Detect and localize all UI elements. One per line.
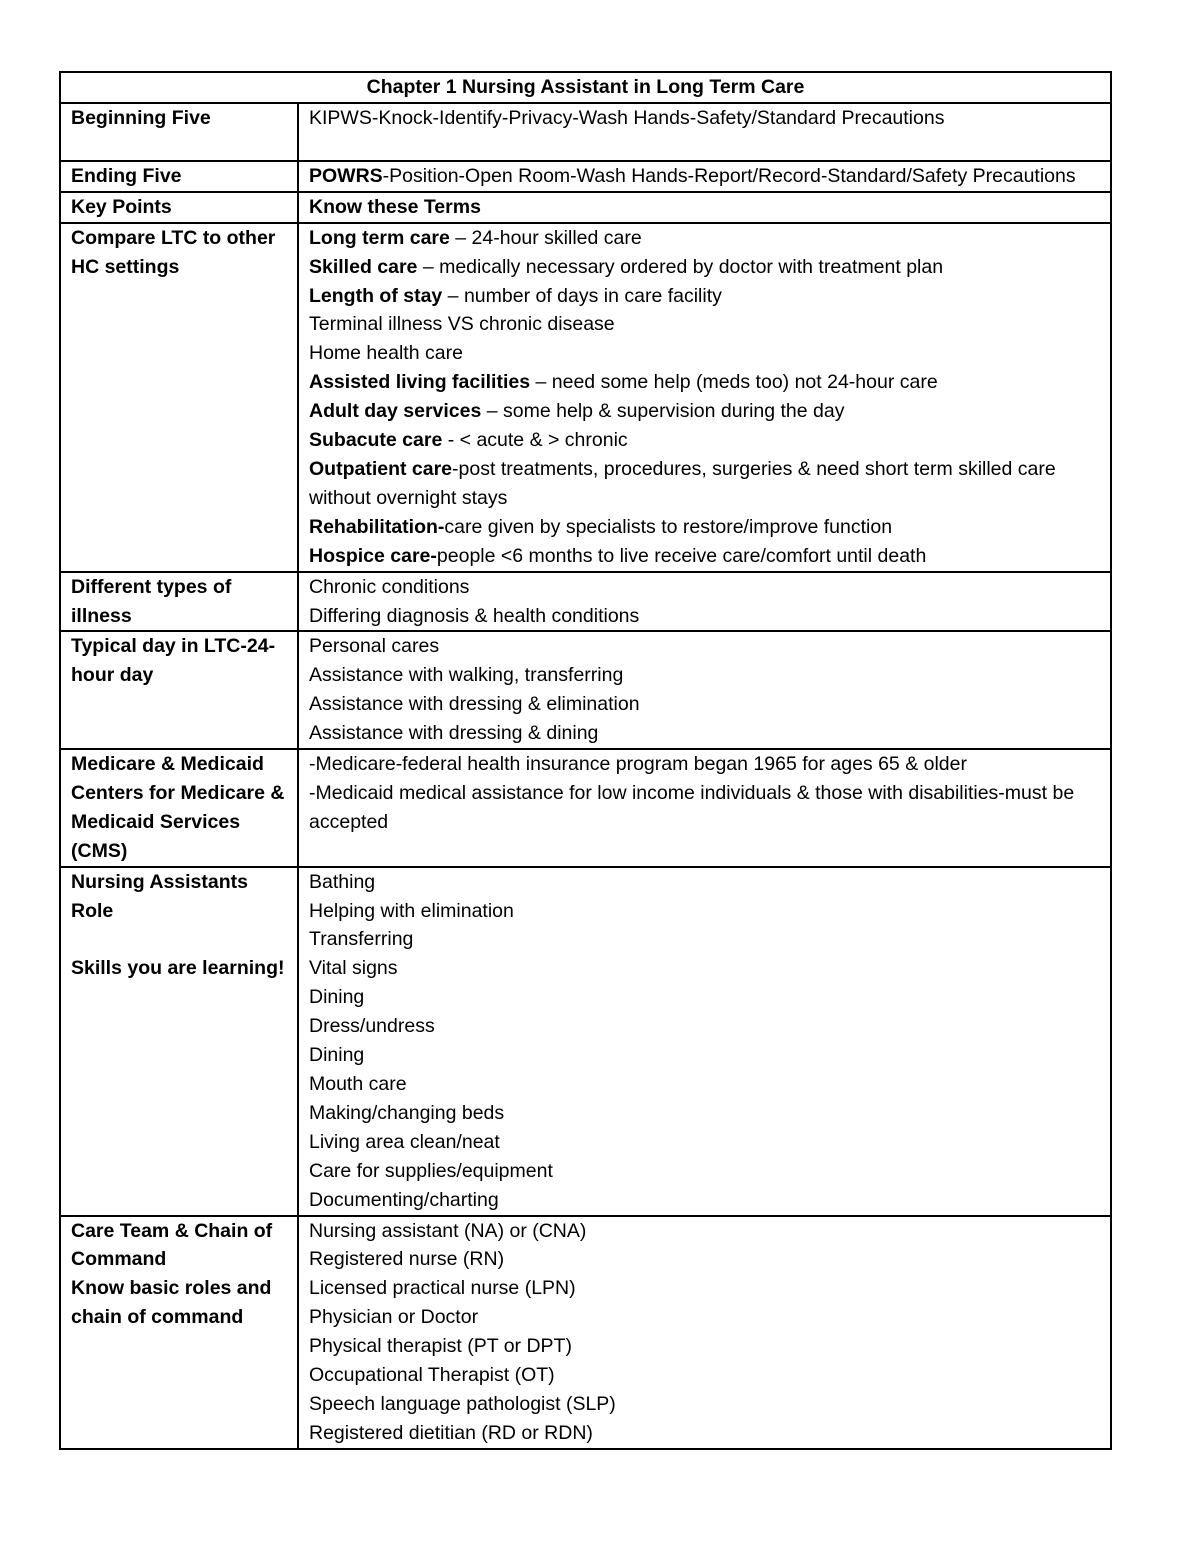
- title-row: [60, 72, 1111, 103]
- list-item: Adult day services – some help & supervision during the day: [309, 400, 845, 423]
- list-item: Rehabilitation-care given by specialists to restore/improve function: [309, 515, 893, 538]
- row-label-compare-ltc: Compare LTC to other HC settings: [60, 223, 298, 572]
- list-item: Licensed practical nurse (LPN): [309, 1277, 576, 1300]
- list-item: Long term care – 24-hour skilled care: [309, 226, 642, 249]
- row-content-medicare: [298, 749, 1111, 867]
- list-item: -Medicaid medical assistance for low income individuals & those with disabilities-must be accepted: [309, 781, 1075, 833]
- list-item: Home health care: [309, 342, 463, 365]
- list-item: Skilled care – medically necessary ordered by doctor with treatment plan: [309, 255, 944, 278]
- list-item: Outpatient care-post treatments, procedures, surgeries & need short term skilled care without overnight stays: [309, 457, 1056, 509]
- list-item: Assistance with dressing & elimination: [309, 693, 640, 716]
- table-row-typical-day: [60, 631, 1111, 749]
- list-item: Helping with elimination: [309, 899, 514, 922]
- list-item: Dining: [309, 1044, 365, 1067]
- row-label-key-points: Key Points: [60, 192, 298, 223]
- list-item: Living area clean/neat: [309, 1130, 500, 1153]
- row-label-care-team: [60, 1216, 298, 1449]
- list-item: Assistance with walking, transferring: [309, 664, 624, 687]
- list-item: Nursing assistant (NA) or (CNA): [309, 1219, 587, 1242]
- table-row-na-role: [60, 867, 1111, 1216]
- row-content-beginning-five: [298, 103, 1111, 161]
- row-content-na-role: [298, 867, 1111, 1216]
- list-item: Subacute care - < acute & > chronic: [309, 429, 628, 452]
- list-item: Occupational Therapist (OT): [309, 1364, 555, 1387]
- list-item: Bathing: [309, 870, 376, 893]
- list-item: Physical therapist (PT or DPT): [309, 1335, 572, 1358]
- list-item: Physician or Doctor: [309, 1306, 479, 1329]
- list-item: Mouth care: [309, 1073, 407, 1095]
- table-row-compare-ltc: [60, 223, 1111, 572]
- list-item: Documenting/charting: [309, 1188, 499, 1211]
- list-item: Registered nurse (RN): [309, 1248, 505, 1271]
- care-team-note: Know basic roles and chain of command: [71, 1277, 272, 1329]
- key-points-heading: Know these Terms: [298, 192, 1111, 223]
- row-content-illness: [298, 572, 1111, 632]
- table-row-key-points: [60, 192, 1111, 223]
- acronym-kipws: KIPWS: [309, 106, 372, 129]
- beginning-five-steps: -Knock-Identify-Privacy-Wash Hands-Safety/Standard Precautions: [371, 106, 945, 129]
- list-item: Making/changing beds: [309, 1101, 505, 1124]
- row-label-beginning-five: Beginning Five: [60, 103, 298, 161]
- list-item: Terminal illness VS chronic disease: [309, 313, 615, 336]
- list-item: Assisted living facilities – need some help (meds too) not 24-hour care: [309, 371, 938, 394]
- page-title: Chapter 1 Nursing Assistant in Long Term Care: [60, 72, 1111, 103]
- row-label-illness: Different types of illness: [60, 572, 298, 632]
- list-item: Length of stay – number of days in care facility: [309, 284, 722, 307]
- list-item: Transferring: [309, 928, 414, 951]
- ending-five-steps: -Position-Open Room-Wash Hands-Report/Record-Standard/Safety Precautions: [382, 164, 1076, 187]
- row-label-typical-day: Typical day in LTC-24-hour day: [60, 631, 298, 749]
- list-item: Assistance with dressing & dining: [309, 722, 599, 745]
- list-item: Speech language pathologist (SLP): [309, 1392, 616, 1415]
- row-content-care-team: [298, 1216, 1111, 1449]
- list-item: Registered dietitian (RD or RDN): [309, 1421, 593, 1444]
- row-content-typical-day: [298, 631, 1111, 749]
- table-row-illness: [60, 572, 1111, 632]
- table-row-care-team: [60, 1216, 1111, 1449]
- list-item: Care for supplies/equipment: [309, 1159, 553, 1182]
- row-label-ending-five: Ending Five: [60, 161, 298, 192]
- row-content-compare-ltc: [298, 223, 1111, 572]
- table-row-medicare: [60, 749, 1111, 867]
- list-item: Dining: [309, 986, 365, 1009]
- list-item: Vital signs: [309, 957, 398, 980]
- row-content-ending-five: [298, 161, 1111, 192]
- row-label-medicare: Medicare & Medicaid Centers for Medicare & Medicaid Services (CMS): [60, 749, 298, 867]
- list-item: Differing diagnosis & health conditions: [309, 604, 640, 627]
- skills-note: Skills you are learning!: [71, 957, 285, 980]
- list-item: Chronic conditions: [309, 575, 470, 598]
- table-row-beginning-five: [60, 103, 1111, 161]
- list-item: Personal cares: [309, 635, 440, 658]
- care-team-label: Care Team & Chain of Command: [71, 1219, 273, 1271]
- na-role-label: Nursing Assistants Role: [71, 870, 248, 922]
- acronym-powrs: POWRS: [309, 164, 383, 187]
- list-item: Hospice care-people <6 months to live receive care/comfort until death: [309, 544, 927, 567]
- study-guide-table: [59, 71, 1112, 1450]
- list-item: -Medicare-federal health insurance program began 1965 for ages 65 & older: [309, 753, 967, 776]
- table-row-ending-five: [60, 161, 1111, 192]
- list-item: Dress/undress: [309, 1015, 435, 1038]
- row-label-na-role: [60, 867, 298, 1216]
